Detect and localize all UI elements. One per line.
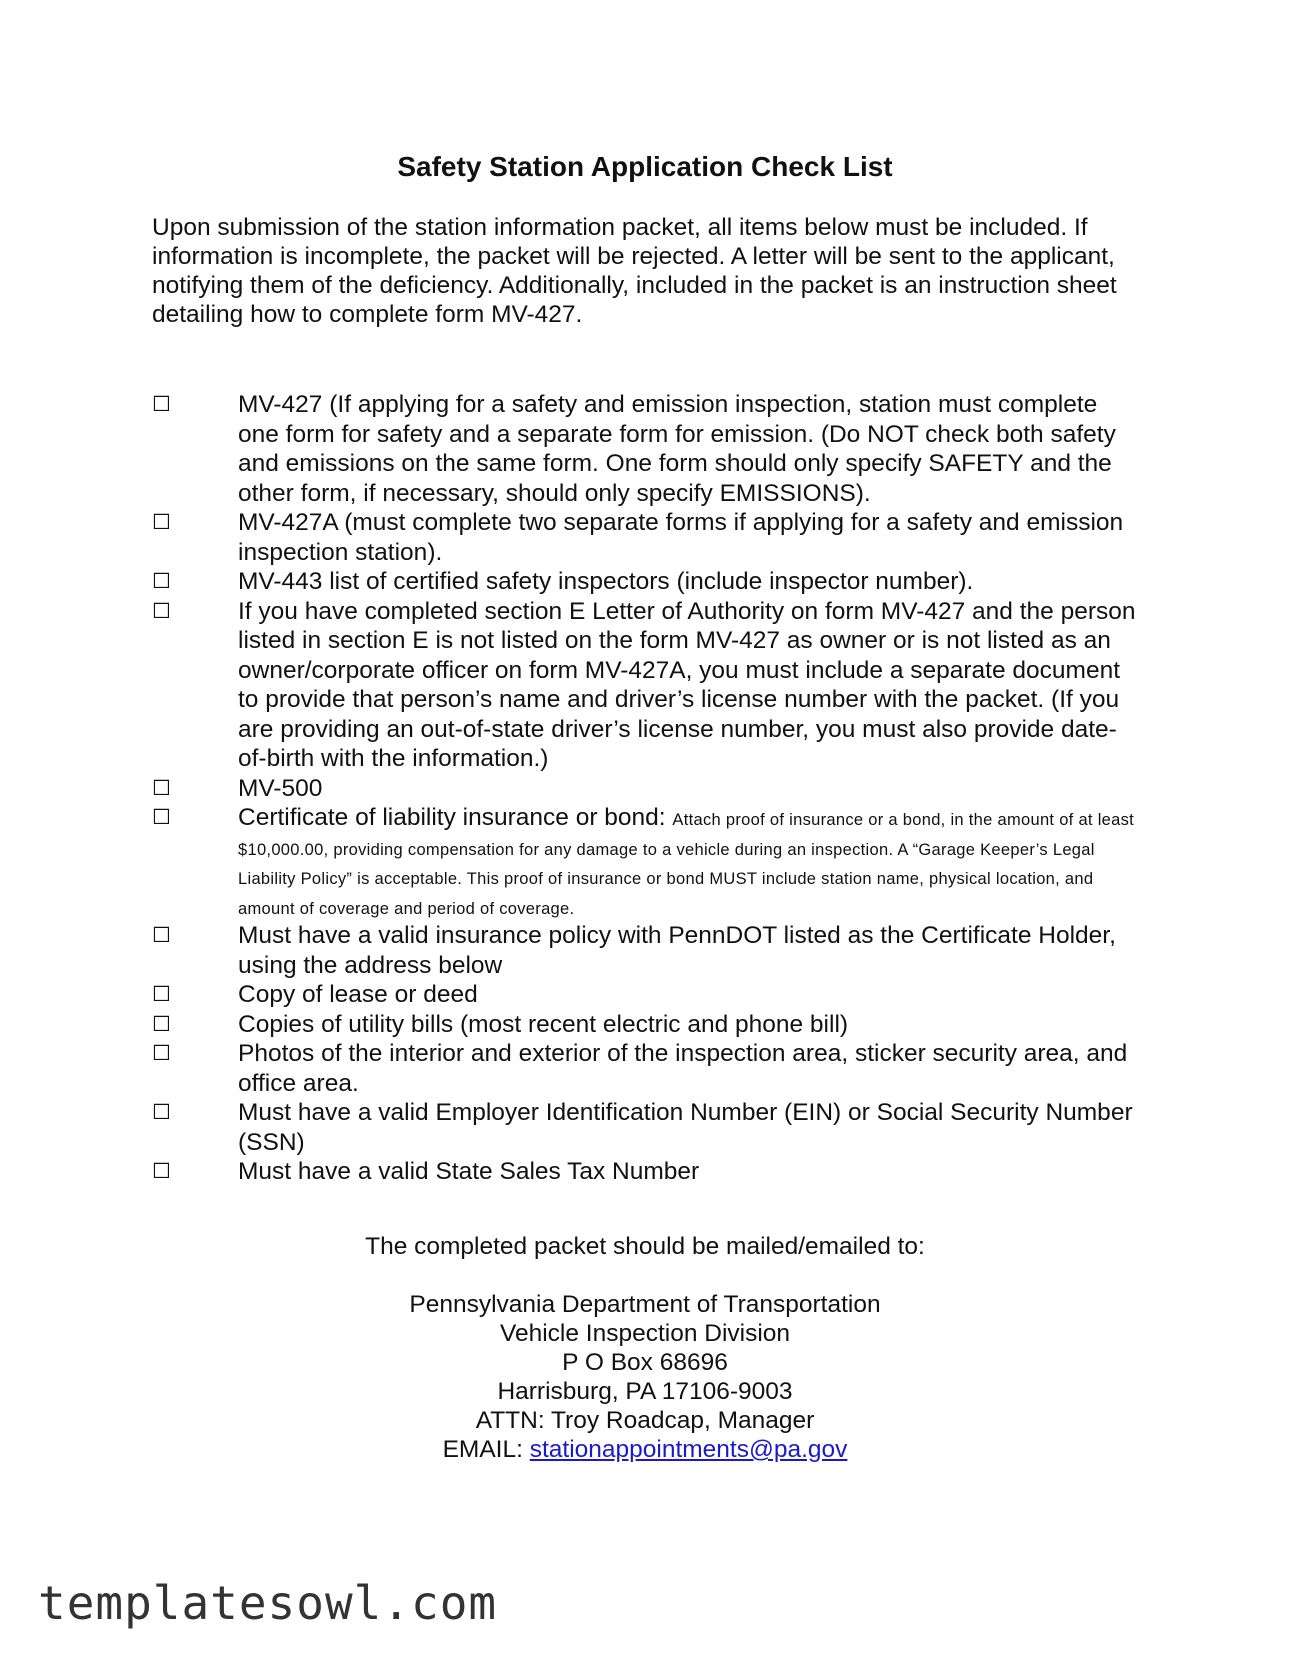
mailing-address xyxy=(0,1290,1290,1464)
checklist-item-text: Must have a valid State Sales Tax Number xyxy=(238,1158,700,1185)
page-title: Safety Station Application Check List xyxy=(397,151,893,182)
checklist-item xyxy=(152,1098,1142,1157)
checklist-item-text: MV-427 (If applying for a safety and emission inspection, station must complete one form for safety and a separate form for emission. (Do NOT check both safety and emissions on the same form. One form should only specify SAFETY and the other form, if necessary, should only specify EMISSIONS). xyxy=(238,391,1116,507)
email-label: EMAIL: xyxy=(442,1436,530,1463)
checkbox-icon[interactable]: ☐ xyxy=(152,982,171,1006)
checkbox-icon[interactable]: ☐ xyxy=(152,775,171,800)
checklist-item xyxy=(152,508,1142,567)
checklist-item-text: Copies of utility bills (most recent electric and phone bill) xyxy=(238,1010,849,1038)
checkbox-icon[interactable]: ☐ xyxy=(152,1041,171,1065)
checklist-item xyxy=(152,980,1142,1010)
checkbox-icon[interactable]: ☐ xyxy=(152,510,171,534)
checklist-item-text: MV-443 list of certified safety inspectors (include inspector number). xyxy=(238,568,974,595)
checkbox-icon[interactable]: ☐ xyxy=(152,569,171,593)
checkbox-icon[interactable]: ☐ xyxy=(152,805,171,829)
checklist-item-text: Must have a valid insurance policy with PennDOT listed as the Certificate Holder, using the address below xyxy=(238,922,1116,979)
intro-paragraph: Upon submission of the station information packet, all items below must be included. If information is incomplete, the packet will be rejected. A letter will be sent to the applicant, notifying them of the deficiency. Additionally, included in the packet is an instruction sheet detailing how to complete form MV-427. xyxy=(152,214,1117,328)
address-line-division: Vehicle Inspection Division xyxy=(499,1320,791,1347)
email-link[interactable]: stationappointments@pa.gov xyxy=(529,1436,848,1463)
checkbox-icon[interactable]: ☐ xyxy=(152,923,171,947)
checklist-item xyxy=(152,1010,1142,1040)
address-line-attention: ATTN: Troy Roadcap, Manager xyxy=(475,1407,815,1434)
mailing-instruction: The completed packet should be mailed/emailed to: xyxy=(365,1233,925,1260)
checklist xyxy=(152,390,1142,1187)
checklist-item xyxy=(152,390,1142,508)
checklist-item xyxy=(152,803,1142,921)
checklist-item-text: MV-427A (must complete two separate forms if applying for a safety and emission inspection station). xyxy=(238,509,1124,566)
checkbox-icon[interactable]: ☐ xyxy=(152,598,171,623)
address-line-organization: Pennsylvania Department of Transportation xyxy=(409,1291,881,1318)
checklist-item xyxy=(152,774,1142,804)
watermark: templatesowl.com xyxy=(38,1576,498,1630)
checklist-item xyxy=(152,1157,1142,1187)
checklist-item xyxy=(152,567,1142,597)
checklist-item-text xyxy=(238,803,1142,921)
address-line-email xyxy=(0,1435,1290,1464)
checkbox-icon[interactable]: ☐ xyxy=(152,1100,171,1124)
checklist-item xyxy=(152,597,1142,774)
address-line-po-box: P O Box 68696 xyxy=(562,1349,728,1376)
checklist-item-text: Must have a valid Employer Identification Number (EIN) or Social Security Number (SSN) xyxy=(238,1099,1133,1156)
insurance-heading: Certificate of liability insurance or bond: xyxy=(238,804,666,831)
checklist-item-text: MV-500 xyxy=(238,774,323,802)
checklist-item xyxy=(152,921,1142,980)
checklist-item-text: If you have completed section E Letter of Authority on form MV-427 and the person listed in section E is not listed on the form MV-427 as owner or is not listed as an owner/corporate officer on form MV-427A, you must include a separate document to provide that person’s name and driver’s license number with the packet. (If you are providing an out-of-state driver’s license number, you must also provide date-of-birth with the information.) xyxy=(238,597,1136,772)
checklist-item-text: Photos of the interior and exterior of the inspection area, sticker security area, and office area. xyxy=(238,1040,1128,1097)
checkbox-icon[interactable]: ☐ xyxy=(152,1011,171,1036)
checkbox-icon[interactable]: ☐ xyxy=(152,392,171,416)
insurance-detail: Attach proof of insurance or a bond, in the amount of at least $10,000.00, providing compensation for any damage to a vehicle during an inspection. A “Garage Keeper’s Legal Liability Policy” is acceptable. This proof of insurance or bond MUST include station name, physical location, and amount of coverage and period of coverage. xyxy=(238,811,1135,918)
checkbox-icon[interactable]: ☐ xyxy=(152,1159,171,1183)
checklist-item-text: Copy of lease or deed xyxy=(238,981,478,1008)
checklist-item xyxy=(152,1039,1142,1098)
address-line-city: Harrisburg, PA 17106-9003 xyxy=(497,1378,793,1405)
